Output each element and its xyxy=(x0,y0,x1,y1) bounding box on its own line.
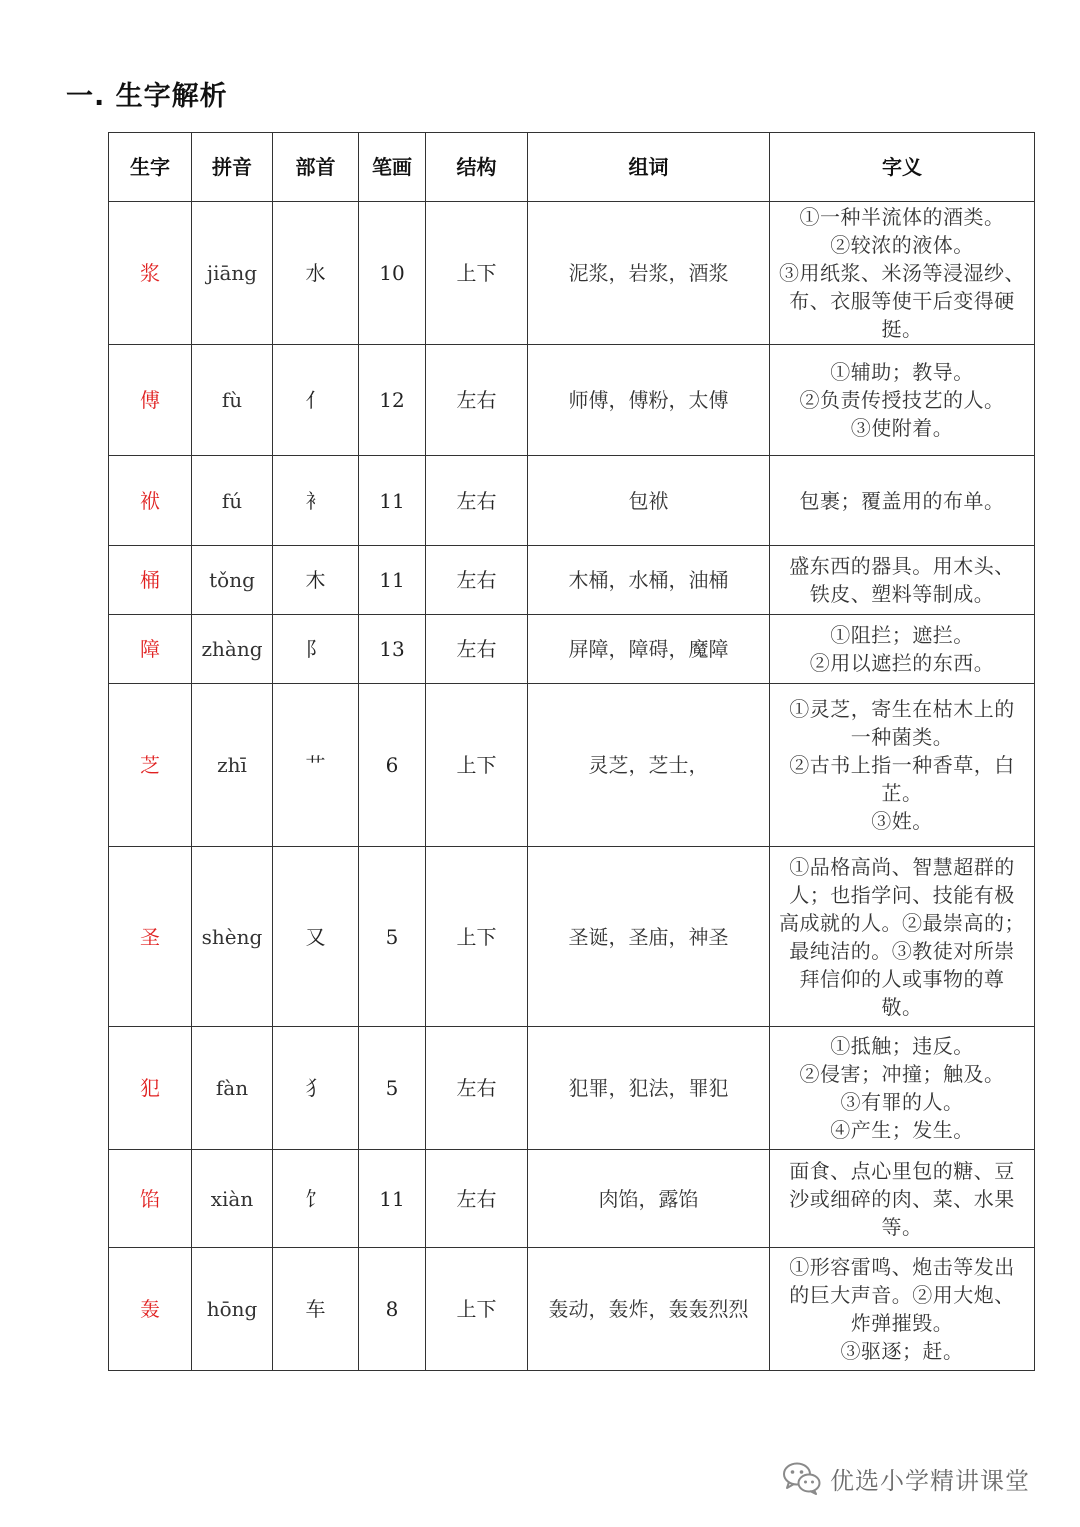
words-cell: 师傅，傅粉，太傅 xyxy=(528,345,770,456)
meaning-line: 挺。 xyxy=(881,317,923,341)
radical-cell: 亻 xyxy=(273,345,359,456)
meaning-cell xyxy=(770,684,1035,847)
strokes-cell: 8 xyxy=(359,1248,426,1371)
radical-cell: 阝 xyxy=(273,615,359,684)
structure-cell: 上下 xyxy=(426,847,528,1027)
pinyin-cell: fù xyxy=(192,345,273,456)
table-row xyxy=(109,345,1035,456)
strokes-cell: 5 xyxy=(359,1027,426,1150)
meaning-line: ③用纸浆、米汤等浸湿纱、 xyxy=(779,261,1025,285)
char-cell: 浆 xyxy=(109,202,192,345)
structure-cell: 左右 xyxy=(426,615,528,684)
table-row xyxy=(109,1150,1035,1248)
words-cell: 灵芝，芝士， xyxy=(528,684,770,847)
header-structure: 结构 xyxy=(426,133,528,202)
header-meaning: 字义 xyxy=(770,133,1035,202)
table-row xyxy=(109,1248,1035,1371)
char-cell: 犯 xyxy=(109,1027,192,1150)
words-cell: 犯罪，犯法，罪犯 xyxy=(528,1027,770,1150)
watermark-text: 优选小学精讲课堂 xyxy=(830,1466,1030,1495)
meaning-cell xyxy=(770,546,1035,615)
meaning-line: 铁皮、塑料等制成。 xyxy=(809,582,995,606)
char-cell: 傅 xyxy=(109,345,192,456)
watermark xyxy=(782,1458,1050,1498)
meaning-line: ①抵触；违反。 xyxy=(830,1034,974,1058)
meaning-line: ③使附着。 xyxy=(850,416,954,440)
meaning-line: 拜信仰的人或事物的尊 xyxy=(799,966,1005,991)
strokes-cell: 11 xyxy=(359,546,426,615)
words-cell: 圣诞，圣庙，神圣 xyxy=(528,847,770,1027)
header-words: 组词 xyxy=(528,133,770,202)
radical-cell: 艹 xyxy=(273,684,359,847)
meaning-cell xyxy=(770,615,1035,684)
meaning-line: ①形容雷鸣、炮击等发出 xyxy=(789,1255,1015,1279)
structure-cell: 左右 xyxy=(426,546,528,615)
words-cell: 泥浆，岩浆，酒浆 xyxy=(528,202,770,345)
strokes-cell: 10 xyxy=(359,202,426,345)
meaning-line: 等。 xyxy=(881,1214,923,1239)
structure-cell: 上下 xyxy=(426,202,528,345)
meaning-line: 盛东西的器具。用木头、 xyxy=(789,554,1015,578)
meaning-cell xyxy=(770,847,1035,1027)
structure-cell: 上下 xyxy=(426,684,528,847)
meaning-line: 面食、点心里包的糖、豆 xyxy=(789,1158,1015,1183)
meaning-line: ①一种半流体的酒类。 xyxy=(799,205,1005,229)
wechat-icon xyxy=(782,1461,822,1495)
header-pinyin: 拼音 xyxy=(192,133,273,202)
strokes-cell: 12 xyxy=(359,345,426,456)
table-row xyxy=(109,684,1035,847)
character-table xyxy=(108,132,1035,1371)
table-row xyxy=(109,456,1035,546)
strokes-cell: 11 xyxy=(359,1150,426,1248)
strokes-cell: 11 xyxy=(359,456,426,546)
meaning-line: ①阻拦；遮拦。 xyxy=(830,623,974,647)
pinyin-cell: xiàn xyxy=(192,1150,273,1248)
strokes-cell: 13 xyxy=(359,615,426,684)
meaning-line: 炸弹摧毁。 xyxy=(850,1311,954,1335)
radical-cell: 水 xyxy=(273,202,359,345)
meaning-line: 一种菌类。 xyxy=(850,725,954,749)
strokes-cell: 5 xyxy=(359,847,426,1027)
pinyin-cell: zhī xyxy=(192,684,273,847)
table-row xyxy=(109,615,1035,684)
header-char: 生字 xyxy=(109,133,192,202)
words-cell: 木桶，水桶，油桶 xyxy=(528,546,770,615)
meaning-line: ②侵害；冲撞；触及。 xyxy=(799,1062,1005,1086)
char-cell: 芝 xyxy=(109,684,192,847)
char-cell: 轰 xyxy=(109,1248,192,1371)
radical-cell: 犭 xyxy=(273,1027,359,1150)
meaning-line: ②较浓的液体。 xyxy=(830,233,974,257)
meaning-line: 布、衣服等使干后变得硬 xyxy=(789,289,1015,313)
char-cell: 桶 xyxy=(109,546,192,615)
header-radical: 部首 xyxy=(273,133,359,202)
structure-cell: 左右 xyxy=(426,1027,528,1150)
header-strokes: 笔画 xyxy=(359,133,426,202)
meaning-line: ①辅助；教导。 xyxy=(830,360,974,384)
meaning-cell xyxy=(770,202,1035,345)
meaning-line: 的巨大声音。②用大炮、 xyxy=(789,1283,1015,1307)
words-cell: 包袱 xyxy=(528,456,770,546)
page-title: 一. 生字解析 xyxy=(66,81,228,112)
structure-cell: 上下 xyxy=(426,1248,528,1371)
char-cell: 障 xyxy=(109,615,192,684)
meaning-line: ②用以遮拦的东西。 xyxy=(809,651,995,675)
char-cell: 圣 xyxy=(109,847,192,1027)
meaning-line: ①灵芝，寄生在枯木上的 xyxy=(789,697,1015,721)
pinyin-cell: fú xyxy=(192,456,273,546)
table-row xyxy=(109,202,1035,345)
words-cell: 轰动，轰炸，轰轰烈烈 xyxy=(528,1248,770,1371)
radical-cell: 木 xyxy=(273,546,359,615)
structure-cell: 左右 xyxy=(426,1150,528,1248)
char-cell: 馅 xyxy=(109,1150,192,1248)
table-row xyxy=(109,546,1035,615)
table-row xyxy=(109,1027,1035,1150)
pinyin-cell: tǒng xyxy=(192,546,273,615)
meaning-line: 高成就的人。②最崇高的； xyxy=(779,910,1025,935)
meaning-cell xyxy=(770,456,1035,546)
meaning-line: ④产生；发生。 xyxy=(830,1118,974,1142)
meaning-line: 沙或细碎的肉、菜、水果 xyxy=(789,1186,1015,1211)
words-cell: 屏障，障碍，魔障 xyxy=(528,615,770,684)
table-header-row xyxy=(109,133,1035,202)
meaning-line: ②负责传授技艺的人。 xyxy=(799,388,1005,412)
meaning-cell xyxy=(770,345,1035,456)
meaning-cell xyxy=(770,1248,1035,1371)
pinyin-cell: zhàng xyxy=(192,615,273,684)
pinyin-cell: fàn xyxy=(192,1027,273,1150)
pinyin-cell: hōng xyxy=(192,1248,273,1371)
radical-cell: 又 xyxy=(273,847,359,1027)
meaning-line: 人；也指学问、技能有极 xyxy=(789,882,1015,907)
meaning-cell xyxy=(770,1027,1035,1150)
meaning-line: ①品格高尚、智慧超群的 xyxy=(789,854,1015,879)
meaning-line: ③有罪的人。 xyxy=(840,1090,964,1114)
structure-cell: 左右 xyxy=(426,456,528,546)
char-cell: 袱 xyxy=(109,456,192,546)
strokes-cell: 6 xyxy=(359,684,426,847)
radical-cell: 饣 xyxy=(273,1150,359,1248)
meaning-cell xyxy=(770,1150,1035,1248)
radical-cell: 车 xyxy=(273,1248,359,1371)
structure-cell: 左右 xyxy=(426,345,528,456)
words-cell: 肉馅，露馅 xyxy=(528,1150,770,1248)
meaning-line: ②古书上指一种香草，白 xyxy=(789,753,1015,777)
meaning-line: 最纯洁的。③教徒对所崇 xyxy=(789,938,1015,963)
table-row xyxy=(109,847,1035,1027)
meaning-line: ③姓。 xyxy=(871,809,933,833)
meaning-line: 包裹；覆盖用的布单。 xyxy=(799,488,1005,513)
radical-cell: 衤 xyxy=(273,456,359,546)
meaning-line: 敬。 xyxy=(881,994,923,1019)
meaning-line: 芷。 xyxy=(881,781,923,805)
pinyin-cell: shèng xyxy=(192,847,273,1027)
pinyin-cell: jiāng xyxy=(192,202,273,345)
meaning-line: ③驱逐；赶。 xyxy=(840,1339,964,1363)
